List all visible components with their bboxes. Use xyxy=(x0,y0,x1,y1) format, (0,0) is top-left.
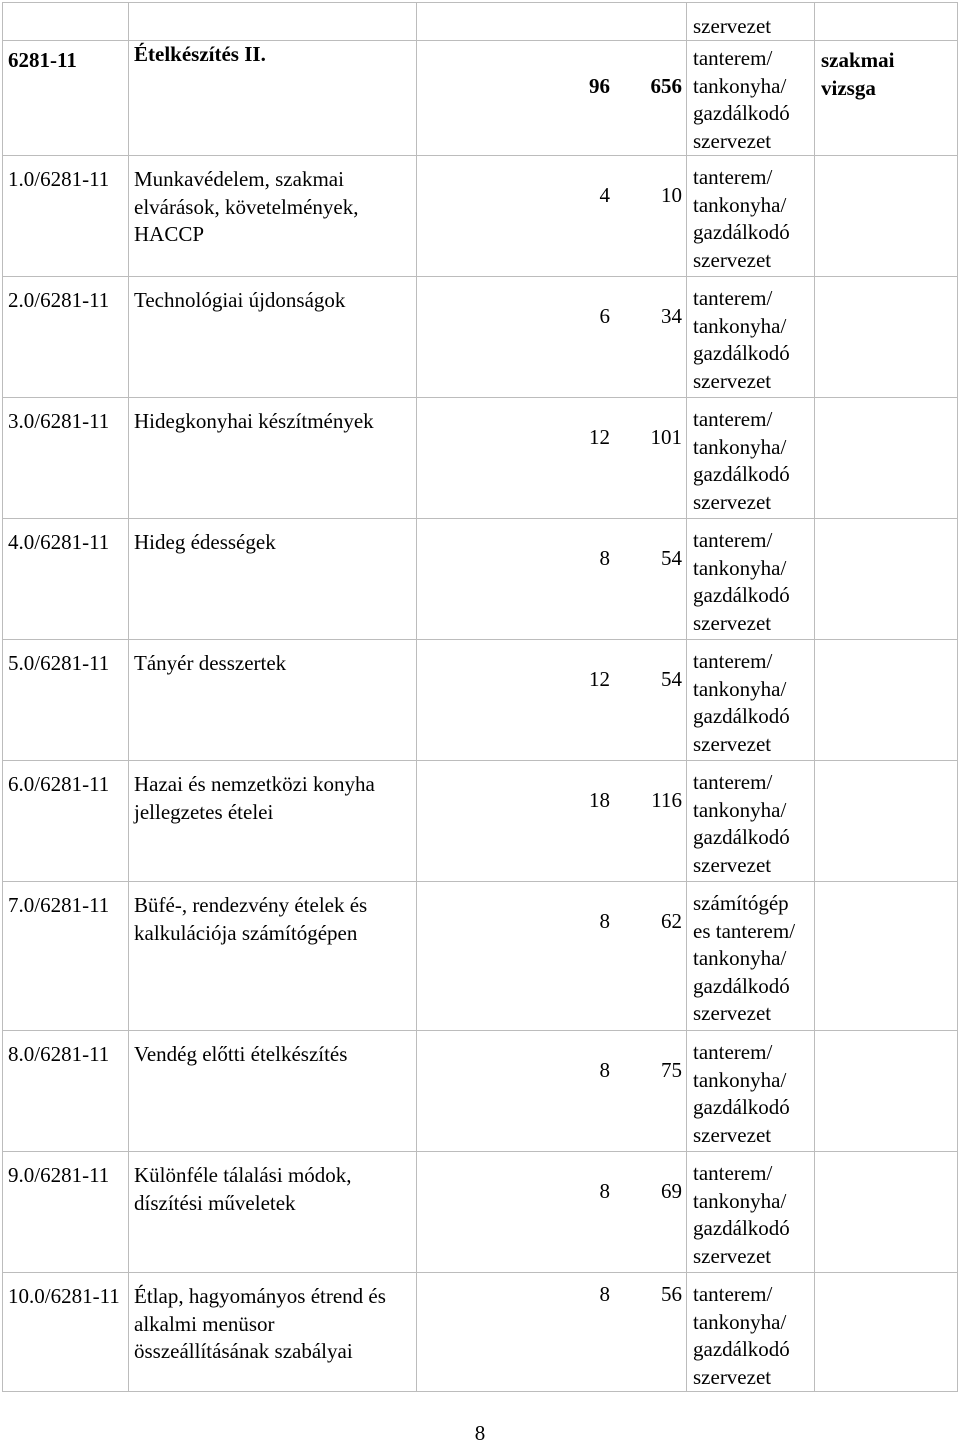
row-hours xyxy=(417,640,687,761)
row-code: 6.0/6281-11 xyxy=(3,761,129,882)
row-hours-total: 75 xyxy=(661,1058,682,1082)
row-hours-value: 8 xyxy=(599,546,610,570)
table-row xyxy=(3,1031,958,1152)
row-name: Tányér desszertek xyxy=(129,640,417,761)
row-hours xyxy=(417,882,687,1031)
table-row xyxy=(3,1273,958,1392)
row-code: 3.0/6281-11 xyxy=(3,398,129,519)
venue-cell: tanterem/ tankonyha/ gazdálkodó szervezet xyxy=(687,1031,815,1152)
venue-cell: tanterem/ tankonyha/ gazdálkodó szervezet xyxy=(687,277,815,398)
row-hours xyxy=(417,1152,687,1273)
row-code: 1.0/6281-11 xyxy=(3,156,129,277)
module-hours xyxy=(417,41,687,156)
row-hours-total: 54 xyxy=(661,546,682,570)
row-hours-total: 56 xyxy=(661,1282,682,1306)
curriculum-table xyxy=(2,2,958,1392)
table-row xyxy=(3,640,958,761)
row-code: 4.0/6281-11 xyxy=(3,519,129,640)
venue-cell: tanterem/ tankonyha/ gazdálkodó szervezet xyxy=(687,1273,815,1392)
venue-cell: tanterem/ tankonyha/ gazdálkodó szervezet xyxy=(687,398,815,519)
module-row xyxy=(3,41,958,156)
table-row xyxy=(3,1152,958,1273)
row-name: Hazai és nemzetközi konyha jellegzetes ételei xyxy=(129,761,417,882)
page-number: 8 xyxy=(474,1421,486,1445)
table-row xyxy=(3,882,958,1031)
row-hours-total: 10 xyxy=(661,183,682,207)
row-hours-value: 8 xyxy=(599,909,610,933)
module-code: 6281-11 xyxy=(3,41,129,156)
row-hours-value: 8 xyxy=(599,1058,610,1082)
row-code: 10.0/6281-11 xyxy=(3,1273,129,1392)
row-hours-total: 54 xyxy=(661,667,682,691)
row-hours xyxy=(417,1031,687,1152)
row-hours-total: 116 xyxy=(651,788,682,812)
row-hours-value: 18 xyxy=(589,788,610,812)
row-hours xyxy=(417,761,687,882)
row-code: 9.0/6281-11 xyxy=(3,1152,129,1273)
module-hours-total: 656 xyxy=(650,74,682,99)
exam-cell: szakmai vizsga xyxy=(815,41,958,156)
row-name: Munkavédelem, szakmai elvárások, követelmények, HACCP xyxy=(129,156,417,277)
row-hours-value: 8 xyxy=(599,1282,610,1306)
venue-cell: tanterem/ tankonyha/ gazdálkodó szervezet xyxy=(687,640,815,761)
row-hours-total: 62 xyxy=(661,909,682,933)
module-title: Ételkészítés II. xyxy=(129,41,417,156)
row-hours-value: 12 xyxy=(589,667,610,691)
row-code: 8.0/6281-11 xyxy=(3,1031,129,1152)
row-code: 5.0/6281-11 xyxy=(3,640,129,761)
table-row xyxy=(3,156,958,277)
row-name: Különféle tálalási módok, díszítési műveletek xyxy=(129,1152,417,1273)
row-name: Étlap, hagyományos étrend és alkalmi menüsor összeállításának szabályai xyxy=(129,1273,417,1392)
row-hours-total: 34 xyxy=(661,304,682,328)
row-name: Vendég előtti ételkészítés xyxy=(129,1031,417,1152)
venue-cell: tanterem/ tankonyha/ gazdálkodó szervezet xyxy=(687,519,815,640)
venue-cell: tanterem/ tankonyha/ gazdálkodó szervezet xyxy=(687,1152,815,1273)
venue-cell: szervezet xyxy=(687,3,815,41)
row-hours xyxy=(417,1273,687,1392)
row-hours-value: 6 xyxy=(599,304,610,328)
row-hours-total: 69 xyxy=(661,1179,682,1203)
row-code: 2.0/6281-11 xyxy=(3,277,129,398)
table-row xyxy=(3,761,958,882)
table-row xyxy=(3,398,958,519)
row-hours xyxy=(417,519,687,640)
row-hours xyxy=(417,156,687,277)
row-hours-value: 12 xyxy=(589,425,610,449)
row-code: 7.0/6281-11 xyxy=(3,882,129,1031)
row-hours-total: 101 xyxy=(650,425,682,449)
row-hours xyxy=(417,277,687,398)
row-name: Hideg édességek xyxy=(129,519,417,640)
row-name: Hidegkonyhai készítmények xyxy=(129,398,417,519)
venue-cell: tanterem/ tankonyha/ gazdálkodó szervezet xyxy=(687,156,815,277)
table-row xyxy=(3,277,958,398)
row-hours-value: 8 xyxy=(599,1179,610,1203)
venue-cell: tanterem/ tankonyha/ gazdálkodó szervezet xyxy=(687,41,815,156)
row-name: Büfé-, rendezvény ételek és kalkulációja számítógépen xyxy=(129,882,417,1031)
row-hours xyxy=(417,398,687,519)
table-row xyxy=(3,519,958,640)
module-hours-value: 96 xyxy=(589,74,610,99)
row-name: Technológiai újdonságok xyxy=(129,277,417,398)
table-row-top xyxy=(3,3,958,41)
row-hours-value: 4 xyxy=(599,183,610,207)
venue-cell: tanterem/ tankonyha/ gazdálkodó szervezet xyxy=(687,761,815,882)
venue-cell: számítógép es tanterem/ tankonyha/ gazdálkodó szervezet xyxy=(687,882,815,1031)
